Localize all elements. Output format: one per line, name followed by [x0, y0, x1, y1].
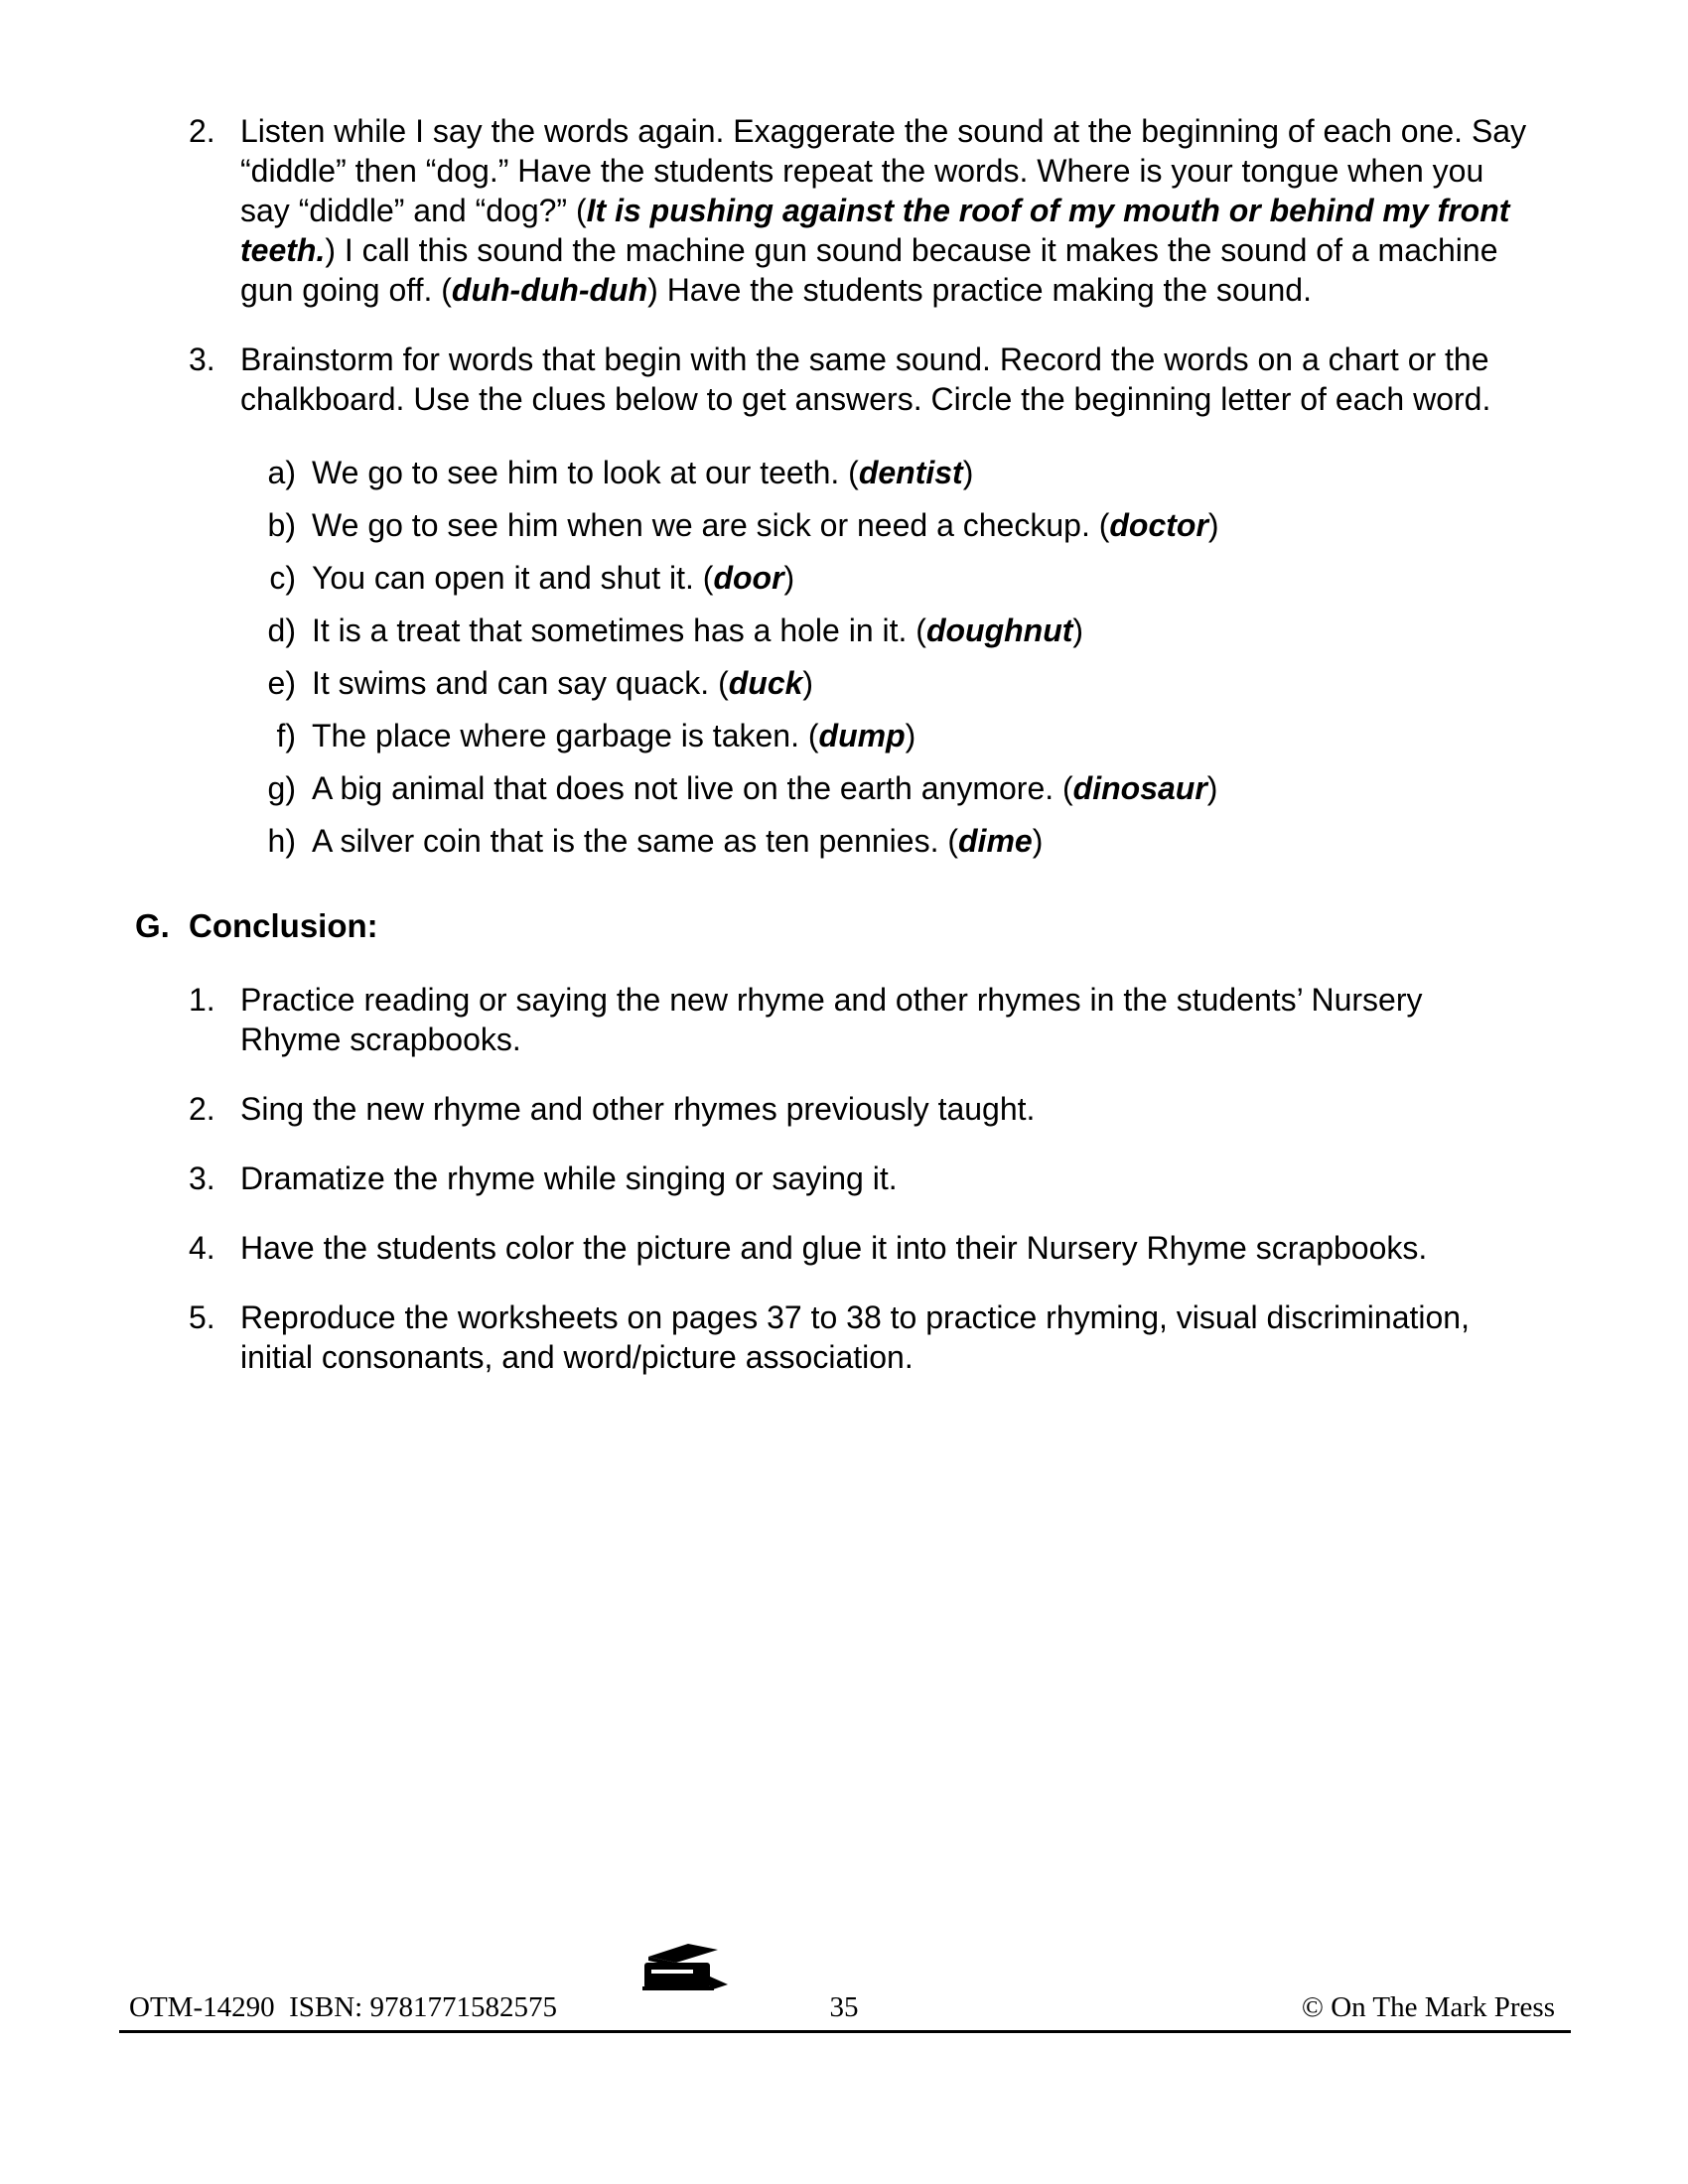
answer-word: dime [958, 823, 1033, 859]
text-segment: ) [1206, 770, 1218, 806]
list-item-2 [189, 111, 1529, 310]
text-segment: ) [1207, 507, 1219, 543]
clue-letter: d) [267, 613, 296, 648]
answer-word: dinosaur [1072, 770, 1207, 806]
clue-row [250, 768, 1531, 808]
page-footer [0, 1966, 1688, 2025]
item-number: 1. [189, 982, 215, 1018]
item-number: 3. [189, 1160, 215, 1196]
item-text: Reproduce the worksheets on pages 37 to 38 to practice rhyming, visual discrimination, initial consonants, and word/picture association. [240, 1299, 1470, 1375]
text-segment: ) [1032, 823, 1044, 859]
item-number: 4. [189, 1230, 215, 1266]
conclusion-item-2 [189, 1089, 1529, 1129]
section-letter: G. [135, 907, 170, 944]
item-number: 2. [189, 1091, 215, 1127]
clue-letter: f) [276, 718, 296, 753]
emphasized-answer: It is pushing against the roof of my mouth or behind my front teeth. [240, 193, 1510, 268]
clue-row [250, 821, 1531, 861]
text-segment: It is a treat that sometimes has a hole in it. ( [312, 613, 926, 648]
section-heading-conclusion [135, 906, 1688, 946]
text-segment: Listen while I say the words again. Exaggerate the sound at the beginning of each one. Say “diddle” then “dog.” Have the students repeat the words. Where is your tongue when you say “diddle” and “dog?” ( [240, 113, 1527, 228]
text-segment: ) Have the students practice making the sound. [647, 272, 1312, 308]
clue-letter: e) [267, 665, 296, 701]
conclusion-item-4 [189, 1228, 1529, 1268]
text-segment: A silver coin that is the same as ten pennies. ( [312, 823, 958, 859]
text-segment: The place where garbage is taken. ( [312, 718, 819, 753]
clue-text [312, 611, 1531, 650]
clue-text [312, 768, 1531, 808]
page-number: 35 [829, 1991, 859, 2023]
clue-text [312, 821, 1531, 861]
conclusion-item-3 [189, 1159, 1529, 1198]
clue-row [250, 453, 1531, 492]
answer-word: duck [728, 665, 803, 701]
text-segment: ) I call this sound the machine gun sound because it makes the sound of a machine gun going off. ( [240, 232, 1498, 308]
clue-row [250, 611, 1531, 650]
answer-word: doughnut [925, 613, 1073, 648]
clue-text [312, 505, 1531, 545]
text-segment: We go to see him when we are sick or need a checkup. ( [312, 507, 1110, 543]
clue-row [250, 663, 1531, 703]
clue-text [312, 558, 1531, 598]
list-item-3 [189, 340, 1529, 419]
section-title: Conclusion: [189, 907, 378, 944]
item-text: Dramatize the rhyme while singing or saying it. [240, 1160, 898, 1196]
clue-letter: a) [267, 455, 296, 490]
item-number: 2. [189, 113, 215, 149]
conclusion-item-1 [189, 980, 1529, 1059]
isbn-text: OTM-14290 ISBN: 9781771582575 [129, 1991, 557, 2023]
clue-list [250, 453, 1531, 861]
item-number: 5. [189, 1299, 215, 1335]
answer-word: doctor [1109, 507, 1208, 543]
item-text: Sing the new rhyme and other rhymes previously taught. [240, 1091, 1036, 1127]
item-number: 3. [189, 341, 215, 377]
item-text [240, 111, 1529, 310]
clue-row [250, 505, 1531, 545]
text-segment: It swims and can say quack. ( [312, 665, 729, 701]
answer-word: dentist [858, 455, 963, 490]
text-segment: You can open it and shut it. ( [312, 560, 714, 596]
text-segment: ) [1072, 613, 1084, 648]
text-segment: ) [962, 455, 974, 490]
clue-letter: g) [267, 770, 296, 806]
clue-row [250, 558, 1531, 598]
text-segment: ) [905, 718, 916, 753]
answer-word: dump [818, 718, 906, 753]
answer-word: door [713, 560, 784, 596]
conclusion-item-5 [189, 1297, 1529, 1377]
clue-text [312, 663, 1531, 703]
clue-letter: b) [267, 507, 296, 543]
item-text: Have the students color the picture and glue it into their Nursery Rhyme scrapbooks. [240, 1230, 1428, 1266]
item-text: Brainstorm for words that begin with the same sound. Record the words on a chart or the chalkboard. Use the clues below to get answers. Circle the beginning letter of each word. [240, 341, 1491, 417]
text-segment: ) [802, 665, 814, 701]
copyright-text: © On The Mark Press [1301, 1991, 1555, 2023]
clue-text [312, 453, 1531, 492]
text-segment: ) [783, 560, 795, 596]
text-segment: A big animal that does not live on the earth anymore. ( [312, 770, 1073, 806]
item-text: Practice reading or saying the new rhyme and other rhymes in the students’ Nursery Rhyme scrapbooks. [240, 982, 1423, 1057]
emphasized-sound: duh-duh-duh [451, 272, 648, 308]
clue-letter: h) [267, 823, 296, 859]
clue-text [312, 716, 1531, 755]
footer-rule [119, 2030, 1571, 2033]
clue-row [250, 716, 1531, 755]
text-segment: We go to see him to look at our teeth. ( [312, 455, 859, 490]
clue-letter: c) [269, 560, 296, 596]
